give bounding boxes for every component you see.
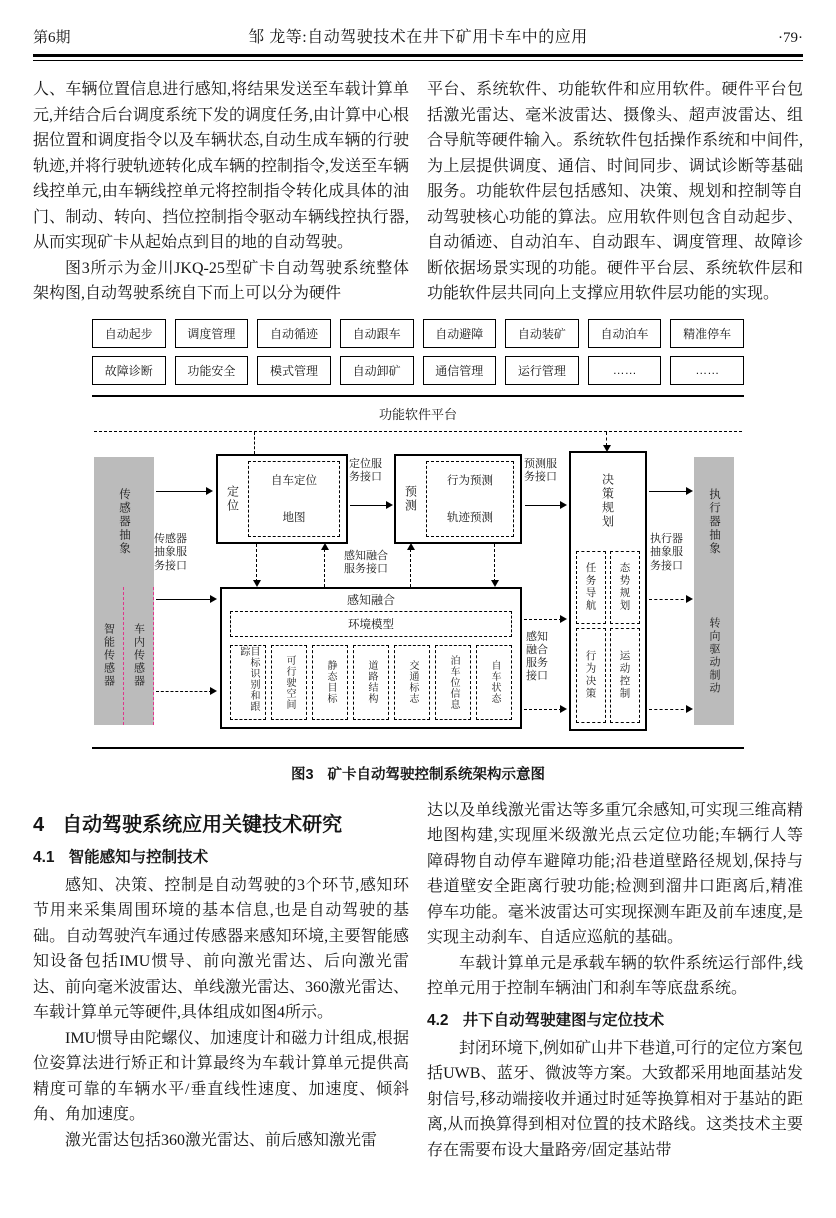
section-4-1-heading <box>33 845 409 867</box>
app-box: 自动避障 <box>423 319 497 348</box>
caption-label: 图3 <box>290 766 314 783</box>
situation-planning-label: 态势规划 <box>618 562 631 613</box>
connector-line <box>156 691 212 692</box>
arrow-down-icon <box>491 580 499 587</box>
app-box: 精准停车 <box>670 319 744 348</box>
app-box: 自动循迹 <box>257 319 331 348</box>
figure3-architecture-diagram <box>92 319 744 755</box>
app-box: 调度管理 <box>175 319 249 348</box>
app-box: 运行管理 <box>505 356 579 385</box>
behavior-decision-label: 行为决策 <box>584 650 597 701</box>
perception-fusion-box <box>220 587 522 729</box>
fusion-item: 目标识别和跟踪 <box>238 645 259 712</box>
page-number: ·79· <box>778 30 803 46</box>
locate-module-box <box>216 454 348 544</box>
predict-label: 预测 <box>403 484 418 513</box>
arrow-right-icon <box>686 705 693 713</box>
connector-line <box>606 432 607 446</box>
vehicle-sensor-cell <box>123 587 154 725</box>
connector-line <box>494 544 495 582</box>
figure-bottom-rule <box>92 747 744 749</box>
paragraph: 车载计算单元是承载车辆的软件系统运行部件,线控单元用于控制车辆油门和刹车等底盘系统。 <box>427 954 803 997</box>
bottom-text-band <box>33 798 803 1164</box>
connector-line <box>254 432 255 454</box>
top-right-column <box>427 77 803 307</box>
behavior-predict-label: 行为预测 <box>447 475 493 487</box>
section-title: 自动驾驶系统应用关键技术研究 <box>62 813 343 836</box>
paragraph: 达以及单线激光雷达等多重冗余感知,可实现三维高精地图构建,实现厘米级激光点云定位功能;车辆行人等障碍物自动停车避障功能;沿巷道壁路径规划,保持与巷道壁安全距离行驶功能;检测到溜井口距离后,精准停车功能。毫米波雷达可实现探测车距及前车速度,是实现主动刹车、自适应巡航的基础。 <box>427 801 803 946</box>
sensor-abstract-text: 传感器抽象 <box>118 487 130 556</box>
paragraph: 人、车辆位置信息进行感知,将结果发送至车载计算单元,并结合后台调度系统下发的调度任务,由计算中心根据位置和调度指令以及车辆状态,自动生成车辆的行驶轨迹,并将行驶轨迹转化成车辆的控制指令,发送至车辆线控单元,由车辆线控单元将控制指令转化成具体的油门、制动、转向、挡位控制指令驱动车辆线控执行器,从而实现矿卡从起始点到目的地的自动驾驶。 <box>33 81 410 251</box>
arrow-up-icon <box>407 543 415 550</box>
smart-sensor-text: 智能传感器 <box>102 623 115 688</box>
app-box: …… <box>670 356 744 385</box>
decision-planning-box <box>569 451 647 731</box>
fusion-item: 可行驶空间 <box>284 654 295 710</box>
steering-brake-text: 转向驱动制动 <box>708 616 720 695</box>
page-header <box>33 24 803 47</box>
app-box: 自动跟车 <box>340 319 414 348</box>
figure-top-rule <box>92 395 744 397</box>
paragraph: 平台、系统软件、功能软件和应用软件。硬件平台包括激光雷达、毫米波雷达、摄像头、超声波雷达、组合导航等硬件输入。系统软件包括操作系统和中间件,为上层提供调度、通信、时间同步、调试诊断等基础服务。功能软件层包括感知、决策、规划和控制等自动驾驶核心功能的算法。应用软件则包含自动起步、自动循迹、自动泊车、自动跟车、调度管理、故障诊断依据场景实现的功能。硬件平台层、系统软件层和功能软件层共同向上支撑应用软件层功能的实现。 <box>427 81 803 302</box>
arrow-right-icon <box>560 501 567 509</box>
section-number: 4.2 <box>427 1011 449 1029</box>
arrow-right-icon <box>686 487 693 495</box>
running-title: 邹 龙等:自动驾驶技术在井下矿用卡车中的应用 <box>248 29 588 46</box>
app-box: 自动起步 <box>92 319 166 348</box>
paragraph: 图3所示为金川JKQ-25型矿卡自动驾驶系统整体架构图,自动驾驶系统自下而上可以分为硬件 <box>33 259 409 302</box>
paragraph: 激光雷达包括360激光雷达、前后感知激光雷 <box>65 1131 378 1149</box>
figure3-caption <box>33 763 803 784</box>
app-function-row-1 <box>92 319 744 348</box>
fusion-item-strips <box>230 645 512 720</box>
app-box: …… <box>588 356 662 385</box>
section-4-heading <box>33 808 409 837</box>
arrow-right-icon <box>386 501 393 509</box>
connector-line <box>350 505 388 506</box>
top-left-column <box>33 77 409 307</box>
arrow-up-icon <box>321 543 329 550</box>
decision-label: 决策规划 <box>600 472 615 529</box>
app-box: 故障诊断 <box>92 356 166 385</box>
self-locate-label: 自车定位 <box>271 475 317 487</box>
connector-line <box>525 505 562 506</box>
locate-service-label: 定位服务接口 <box>349 457 382 483</box>
sensor-abstraction-panel <box>94 457 154 725</box>
sensor-sub-panel <box>94 587 154 725</box>
connector-line <box>524 619 562 620</box>
connector-line <box>256 544 257 582</box>
map-label: 地图 <box>282 512 306 524</box>
section-4-2-heading <box>427 1008 803 1030</box>
sensor-abstract-label <box>94 457 154 587</box>
fusion-item: 静态目标 <box>325 660 336 704</box>
fusion-service-label-right: 感知融合服务接口 <box>526 630 548 682</box>
section-title: 井下自动驾驶建图与定位技术 <box>462 1011 665 1029</box>
sensor-service-label: 传感器抽象服务接口 <box>154 532 187 572</box>
arrow-right-icon <box>560 705 567 713</box>
journal-issue: 第6期 <box>33 30 71 46</box>
caption-text: 矿卡自动驾驶控制系统架构示意图 <box>327 766 546 783</box>
app-box: 通信管理 <box>423 356 497 385</box>
app-box: 模式管理 <box>257 356 331 385</box>
executor-abstraction-panel <box>694 457 734 725</box>
arrow-right-icon <box>560 615 567 623</box>
section-title: 智能感知与控制技术 <box>68 848 209 866</box>
vehicle-sensor-text: 车内传感器 <box>132 623 145 688</box>
predict-inner-box <box>426 461 514 537</box>
app-box: 自动泊车 <box>588 319 662 348</box>
platform-title: 功能软件平台 <box>378 406 457 422</box>
paragraph: 封闭环境下,例如矿山井下巷道,可行的定位方案包括UWB、蓝牙、微波等方案。大致都采用地面基站发射信号,移动端接收并通过时延等换算相对于基站的距离,从而换算得到相对位置的技术路线。这类技术主要存在需要布设大量路旁/固定基站带 <box>427 1039 804 1159</box>
fusion-service-label-top: 感知融合服务接口 <box>344 549 388 575</box>
fusion-title: 感知融合 <box>346 592 395 607</box>
executor-service-label: 执行器抽象服务接口 <box>650 532 683 572</box>
decision-sub-grid <box>576 551 640 723</box>
arrow-right-icon <box>206 487 213 495</box>
paragraph: IMU惯导由陀螺仪、加速度计和磁力计组成,根据位姿算法进行矫正和计算最终为车载计算单元提供高精度可靠的车辆水平/垂直线性速度、加速度、倾斜角、角加速度。 <box>33 1029 409 1123</box>
connector-line <box>156 491 208 492</box>
locate-inner-box <box>248 461 340 537</box>
bottom-right-column <box>427 798 803 1164</box>
predict-service-label: 预测服务接口 <box>524 457 557 483</box>
app-box: 自动装矿 <box>505 319 579 348</box>
connector-line <box>649 599 689 600</box>
arrow-down-icon <box>253 580 261 587</box>
section-number: 4.1 <box>33 848 55 866</box>
motion-control-label: 运动控制 <box>618 650 631 701</box>
paragraph: 感知、决策、控制是自动驾驶的3个环节,感知环节用来采集周围环境的基本信息,也是自动驾驶的基础。自动驾驶汽车通过传感器来感知环境,主要智能感知设备包括IMU惯导、前向激光雷达、后向激光雷达、前向毫米波雷达、单线激光雷达、360激光雷达、车载计算单元等硬件,具体组成如图4所示。 <box>33 876 410 1021</box>
fusion-item: 泊车位信息 <box>448 654 459 710</box>
arrow-right-icon <box>210 595 217 603</box>
connector-line <box>410 549 411 587</box>
app-box: 功能安全 <box>175 356 249 385</box>
section-number: 4 <box>33 813 45 836</box>
task-navigation-label: 任务导航 <box>584 562 597 613</box>
header-rule <box>33 54 803 61</box>
smart-sensor-cell <box>94 587 123 725</box>
environment-model-box: 环境模型 <box>230 611 512 637</box>
connector-line <box>156 599 212 600</box>
bottom-left-column <box>33 798 409 1164</box>
locate-label: 定位 <box>225 484 240 513</box>
fusion-item: 自车状态 <box>489 660 500 704</box>
connector-line <box>524 709 562 710</box>
connector-line <box>324 549 325 587</box>
executor-abstract-text: 执行器抽象 <box>708 487 720 556</box>
fusion-item: 交通标志 <box>407 660 418 704</box>
top-text-band <box>33 77 803 307</box>
connector-line <box>649 709 689 710</box>
arrow-right-icon <box>210 687 217 695</box>
app-function-row-2 <box>92 356 744 385</box>
platform-dashed-line <box>94 431 742 432</box>
predict-module-box <box>394 454 522 544</box>
fusion-item: 道路结构 <box>366 660 377 704</box>
app-box: 自动卸矿 <box>340 356 414 385</box>
trajectory-predict-label: 轨迹预测 <box>447 512 493 524</box>
connector-line <box>649 491 689 492</box>
arrow-right-icon <box>686 595 693 603</box>
